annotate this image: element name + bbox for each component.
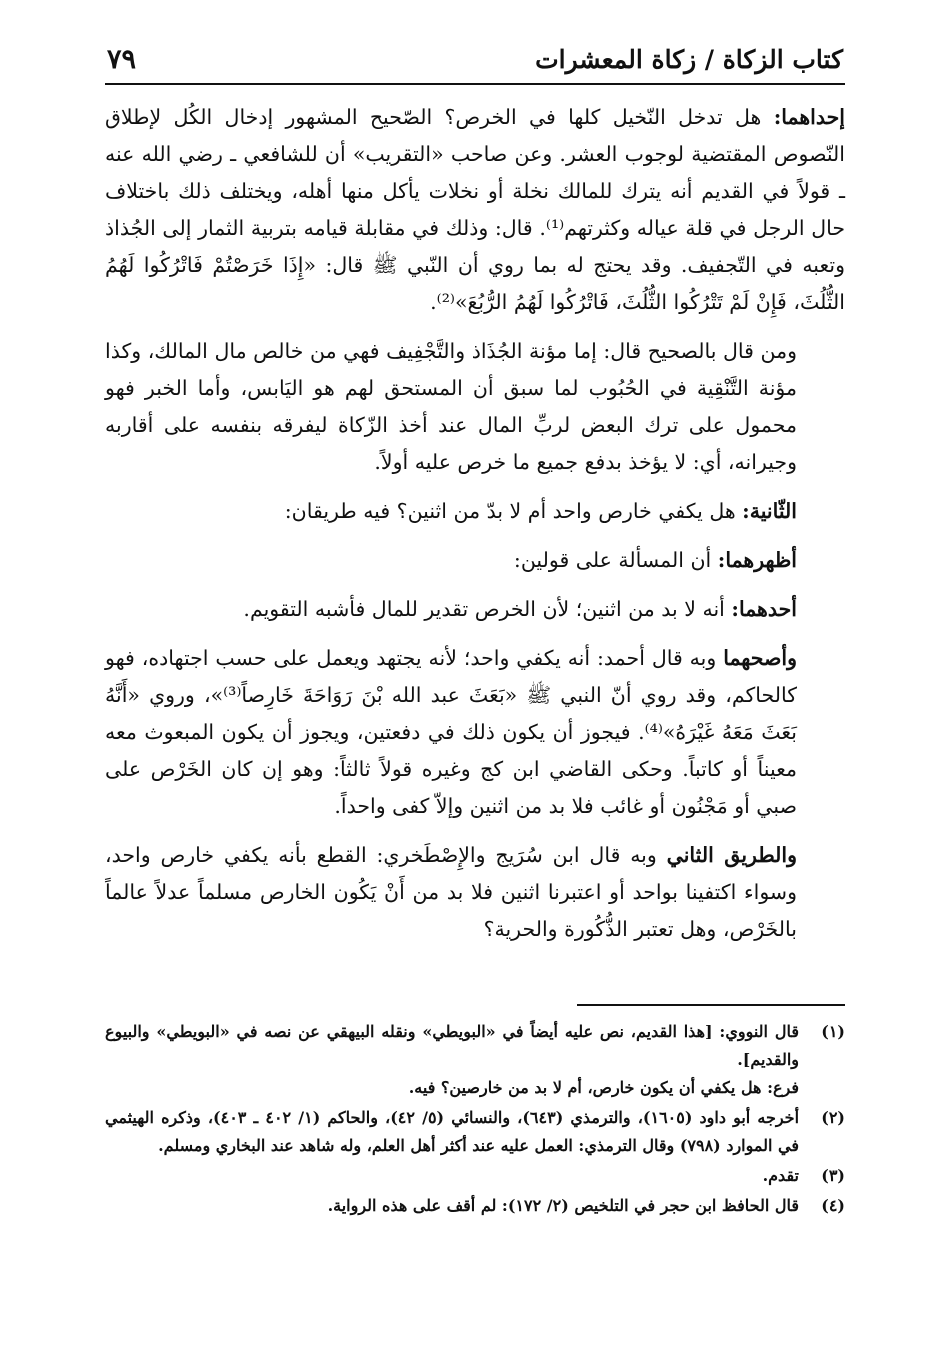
footnote-number: (٤) [821, 1196, 845, 1215]
footnote-number: (٣) [821, 1166, 845, 1185]
paragraph-second-method [105, 837, 845, 948]
paragraph-clearer-view [105, 542, 845, 579]
footnote-number: (٢) [821, 1108, 845, 1127]
main-text [105, 99, 845, 948]
paragraph-response [105, 333, 845, 481]
paragraph-sounder-opinion [105, 640, 845, 825]
footnote-text: تقدم. [762, 1166, 799, 1185]
paragraph-lead: وأصحهما [723, 646, 797, 670]
paragraph-first-opinion [105, 591, 845, 628]
paragraph-lead: أحدهما: [731, 597, 797, 621]
footnote-item [105, 1162, 845, 1190]
paragraph-text: أنه لا بد من اثنين؛ لأن الخرص تقدير للمال فأشبه التقويم. [243, 597, 732, 621]
footnote-item [105, 1192, 845, 1220]
chapter-title: كتاب الزكاة / زكاة المعشرات [535, 45, 843, 74]
paragraph-lead: والطريق الثاني [666, 843, 798, 867]
paragraph-text: ومن قال بالصحيح قال: إما مؤنة الجُذَاذ والتَّجْفِيف فهي من خالص مال المالك، وكذا مؤنة التَّنْقِية في الحُبُوب لما سبق أن المستحق لهم هو اليَابس، وأما الخبر فهو محمول على ترك البعض لربِّ المال عند أخذ الزّكاة ليفرقه بنفسه على أقاربه وجيرانه، أي: لا يؤخذ بدفع جميع ما خرص عليه أولاً. [105, 339, 797, 474]
footnote-main: قال النووي: [هذا القديم، نص عليه أيضاً في «البويطي» ونقله البيهقي عن نصه في «البويطي» والبيوع والقديم]. [105, 1022, 799, 1069]
paragraph-lead: إحداهما: [773, 105, 845, 129]
footnote-item [105, 1018, 845, 1102]
paragraph-text: أن المسألة على قولين: [513, 548, 718, 572]
page-number: ٧٩ [107, 44, 137, 75]
paragraph-second-issue [105, 493, 845, 530]
paragraph-lead: الثّانية: [742, 499, 797, 523]
running-header [105, 44, 845, 85]
footnotes [105, 1004, 845, 1222]
footnote-number: (١) [821, 1022, 845, 1041]
footnote-text [105, 1018, 799, 1102]
footnote-item [105, 1104, 845, 1160]
footnote-branch: فرع: هل يكفي أن يكون خارص، أم لا بد من خارصين؟ فيه. [408, 1078, 799, 1097]
paragraph-lead: أظهرهما: [717, 548, 797, 572]
paragraph-text: وبه قال أحمد: أنه يكفي واحد؛ لأنه يجتهد ويعمل على حسب اجتهاده، فهو كالحاكم، وقد روي أنّ النبي ﷺ «بَعَثَ عبد الله بْنَ رَوَاحَةَ خَارِصاً⁽³⁾»، وروي «أَنَّهُ بَعَثَ مَعَهُ غَيْرَهُ»⁽⁴⁾. فيجوز أن يكون ذلك في دفعتين، ويجوز أن يكون المبعوث معه معيناً أو كاتباً. وحكى القاضي ابن كج وغيره قولاً ثالثاً: وهو إن كان الخَرْص على صبي أو مَجْنُون أو غائب فلا بد من اثنين وإلاّ كفى واحداً. [105, 646, 798, 818]
footnote-text: أخرجه أبو داود (١٦٠٥)، والترمذي (٦٤٣)، والنسائي (٥/ ٤٢)، والحاكم (١/ ٤٠٢ ـ ٤٠٣)، وذكره الهيثمي في الموارد (٧٩٨) وقال الترمذي: العمل عليه عند أكثر أهل العلم، وله شاهد عند البخاري ومسلم. [105, 1108, 800, 1155]
footnote-text: قال الحافظ ابن حجر في التلخيص (٢/ ١٧٢): لم أقف على هذه الرواية. [327, 1196, 799, 1215]
paragraph-text: هل تدخل النّخيل كلها في الخرص؟ الصّحيح المشهور إدخال الكُل لإطلاق النّصوص المقتضية لوجوب العشر. وعن صاحب «التقريب» أن للشافعي ـ رضي الله عنه ـ قولاً في القديم أنه يترك للمالك نخلة أو نخلات يأكل منها أهله، ويختلف ذلك باختلاف حال الرجل في قلة عياله وكثرتهم⁽¹⁾. قال: وذلك في مقابلة قيامه بتربية الثمار إلى الجُذاذ وتعبه في التّجفيف. وقد يحتج له بما روي أن النّبي ﷺ قال: «إِذَا خَرَصْتُمْ فَاتْرُكُوا لَهُمُ الثُّلُثَ، فَإِنْ لَمْ تَتْرُكُوا الثُّلُثَ، فَاتْرُكُوا لَهُمُ الرُّبُعَ»⁽²⁾. [105, 105, 846, 314]
paragraph-text: وبه قال ابن سُرَيج والإِصْطَخري: القطع بأنه يكفي خارص واحد، وسواء اكتفينا بواحد أو اعتبرنا اثنين فلا بد من أَنْ يَكُون الخارص مسلماً عدلاً عالماً بالخَرْص، وهل تعتبر الذُّكُورة والحرية؟ [105, 843, 797, 941]
paragraph-first-issue [105, 99, 845, 321]
footnote-divider [577, 1004, 845, 1006]
paragraph-text: هل يكفي خارص واحد أم لا بدّ من اثنين؟ فيه طريقان: [284, 499, 743, 523]
